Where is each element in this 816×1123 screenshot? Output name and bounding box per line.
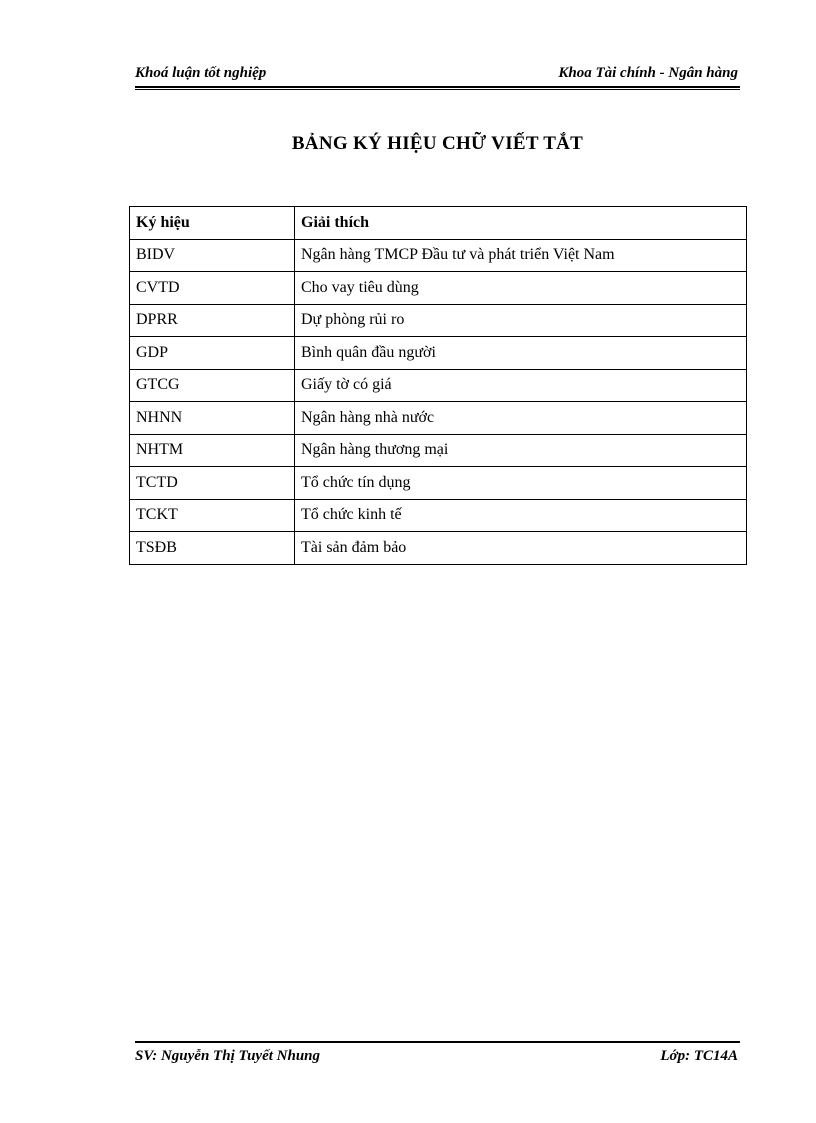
abbreviation-code: TCTD: [130, 467, 295, 500]
page-title: BẢNG KÝ HIỆU CHỮ VIẾT TẮT: [291, 133, 584, 154]
abbreviation-meaning: Ngân hàng thương mại: [295, 434, 747, 467]
abbreviation-table: [129, 206, 747, 565]
abbreviation-meaning: Bình quân đầu người: [295, 337, 747, 370]
abbreviation-code: GTCG: [130, 369, 295, 402]
table-row: [130, 467, 747, 500]
abbreviation-meaning: Cho vay tiêu dùng: [295, 272, 747, 305]
column-header-symbol: Ký hiệu: [130, 207, 295, 240]
table-row: [130, 369, 747, 402]
table-row: [130, 337, 747, 370]
column-header-explanation: Giải thích: [295, 207, 747, 240]
abbreviation-code: NHNN: [130, 402, 295, 435]
abbreviation-code: TCKT: [130, 499, 295, 532]
abbreviation-code: TSĐB: [130, 532, 295, 565]
abbreviation-code: BIDV: [130, 239, 295, 272]
abbreviation-meaning: Giấy tờ có giá: [295, 369, 747, 402]
footer-student-name: SV: Nguyễn Thị Tuyết Nhung: [135, 1048, 321, 1064]
abbreviation-meaning: Tổ chức kinh tế: [295, 499, 747, 532]
table-row: [130, 434, 747, 467]
table-row: [130, 499, 747, 532]
abbreviation-meaning: Ngân hàng nhà nước: [295, 402, 747, 435]
table-row: [130, 532, 747, 565]
abbreviation-meaning: Ngân hàng TMCP Đầu tư và phát triển Việt Nam: [295, 239, 747, 272]
abbreviation-code: DPRR: [130, 304, 295, 337]
abbreviation-code: NHTM: [130, 434, 295, 467]
page-footer: [135, 1041, 740, 1064]
abbreviation-code: GDP: [130, 337, 295, 370]
header-faculty-label: Khoa Tài chính - Ngân hàng: [558, 65, 738, 81]
abbreviation-meaning: Tài sản đảm bảo: [295, 532, 747, 565]
table-header-row: [130, 207, 747, 240]
table-row: [130, 402, 747, 435]
page-header: [135, 62, 740, 88]
table-row: [130, 272, 747, 305]
abbreviation-meaning: Dự phòng rủi ro: [295, 304, 747, 337]
header-thesis-label: Khoá luận tốt nghiệp: [135, 65, 267, 81]
table-row: [130, 304, 747, 337]
table-row: [130, 239, 747, 272]
abbreviation-code: CVTD: [130, 272, 295, 305]
footer-class-code: Lớp: TC14A: [660, 1048, 738, 1064]
abbreviation-meaning: Tổ chức tín dụng: [295, 467, 747, 500]
